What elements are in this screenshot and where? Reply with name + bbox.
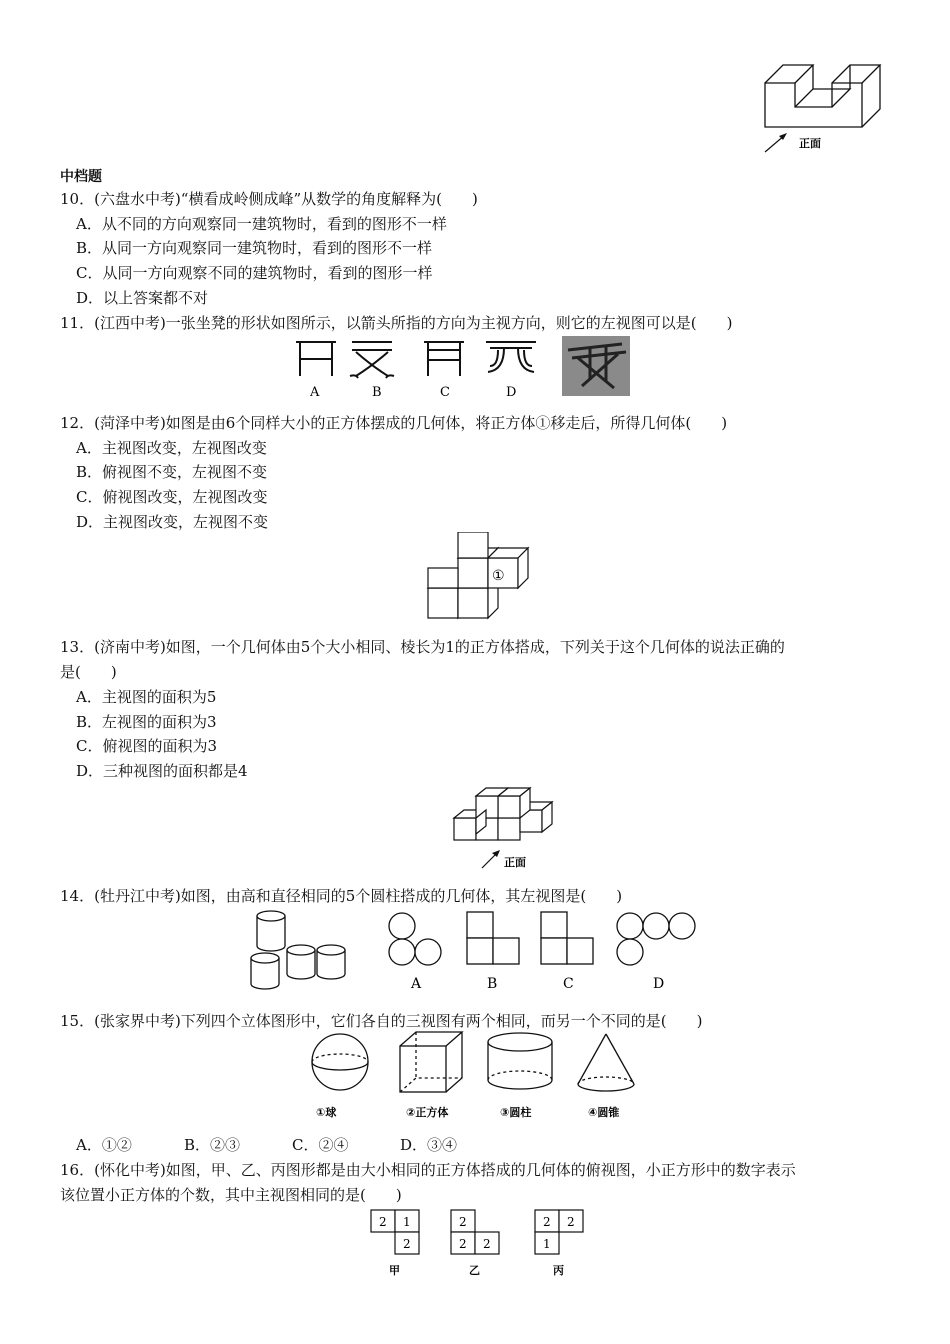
q10-option-d: D．以上答案都不对 xyxy=(76,289,209,307)
q16-yi-cell2: 2 xyxy=(459,1237,467,1251)
section-title: 中档题 xyxy=(60,169,102,185)
q12-stem: 12．(菏泽中考)如图是由6个同样大小的正方体摆成的几何体，将正方体①移走后，所得几何体( ) xyxy=(60,414,728,432)
q12-option-b: B．俯视图不变，左视图不变 xyxy=(76,463,268,481)
q12-option-a: A．主视图改变，左视图改变 xyxy=(76,439,267,457)
q10-option-c: C．从同一方向观察不同的建筑物时，看到的图形一样 xyxy=(76,264,433,282)
q15-label-cube: ②正方体 xyxy=(406,1106,449,1119)
q15-answer-a: A．①② xyxy=(76,1136,132,1154)
q15-answer-d: D．③④ xyxy=(400,1136,458,1154)
q13-option-c: C．俯视图的面积为3 xyxy=(76,737,218,755)
q12-option-c: C．俯视图改变，左视图改变 xyxy=(76,488,268,506)
q14-stem: 14．(牡丹江中考)如图，由高和直径相同的5个圆柱搭成的几何体，其左视图是( ) xyxy=(60,887,623,905)
q11-options-figure xyxy=(292,336,642,400)
q16-label-yi: 乙 xyxy=(469,1264,480,1277)
q16-grids-figure xyxy=(365,1206,585,1278)
q13-stem-line2: 是( ) xyxy=(60,663,117,681)
q13-front-label: 正面 xyxy=(504,856,526,869)
q15-figure xyxy=(300,1028,650,1120)
q10-option-a: A．从不同的方向观察同一建筑物时，看到的图形不一样 xyxy=(76,215,447,233)
q12-cube-label: ① xyxy=(492,568,505,584)
q10-stem: 10．(六盘水中考)“横看成岭侧成峰”从数学的角度解释为( ) xyxy=(60,190,478,208)
q13-option-a: A．主视图的面积为5 xyxy=(76,688,217,706)
front-label: 正面 xyxy=(799,137,821,150)
q15-answer-c: C．②④ xyxy=(292,1136,349,1154)
q14-label-a: A xyxy=(411,976,422,992)
u-solid-figure xyxy=(755,55,900,155)
q16-stem-line2: 该位置小正方体的个数，其中主视图相同的是( ) xyxy=(60,1186,402,1204)
q15-stem: 15．(张家界中考)下列四个立体图形中，它们各自的三视图有两个相同，而另一个不同的是( ) xyxy=(60,1012,703,1030)
q16-bing-cell2: 2 xyxy=(567,1215,575,1229)
q16-jia-cell2: 1 xyxy=(403,1215,411,1229)
q13-stem-line1: 13．(济南中考)如图，一个几何体由5个大小相同、棱长为1的正方体搭成，下列关于这个几何体的说法正确的 xyxy=(60,638,785,656)
q16-yi-cell3: 2 xyxy=(483,1237,491,1251)
q11-label-c: C xyxy=(440,385,450,400)
q15-label-cylinder: ③圆柱 xyxy=(500,1106,532,1119)
q11-label-d: D xyxy=(506,385,517,400)
q16-yi-cell1: 2 xyxy=(459,1215,467,1229)
q16-jia-cell1: 2 xyxy=(379,1215,387,1229)
q14-label-b: B xyxy=(487,976,498,992)
q16-label-jia: 甲 xyxy=(389,1264,400,1277)
q11-label-a: A xyxy=(310,385,320,400)
q16-jia-cell3: 2 xyxy=(403,1237,411,1251)
q16-label-bing: 丙 xyxy=(553,1264,564,1277)
q16-stem-line1: 16．(怀化中考)如图，甲、乙、丙图形都是由大小相同的正方体搭成的几何体的俯视图，小正方形中的数字表示 xyxy=(60,1161,796,1179)
q13-cubes-figure xyxy=(448,782,558,872)
q12-cubes-figure xyxy=(420,532,535,624)
q11-label-b: B xyxy=(372,385,382,400)
q14-label-d: D xyxy=(653,976,665,992)
q15-label-cone: ④圆锥 xyxy=(588,1106,620,1119)
q15-label-sphere: ①球 xyxy=(316,1106,337,1119)
q15-answer-b: B．②③ xyxy=(184,1136,241,1154)
q10-option-b: B．从同一方向观察同一建筑物时，看到的图形不一样 xyxy=(76,239,433,257)
q11-stem: 11．(江西中考)一张坐凳的形状如图所示，以箭头所指的方向为主视方向，则它的左视图可以是( ) xyxy=(60,314,733,332)
q13-option-d: D．三种视图的面积都是4 xyxy=(76,762,248,780)
q14-figure xyxy=(245,906,715,996)
q16-bing-cell1: 2 xyxy=(543,1215,551,1229)
q16-bing-cell3: 1 xyxy=(543,1237,551,1251)
q13-option-b: B．左视图的面积为3 xyxy=(76,713,217,731)
q12-option-d: D．主视图改变，左视图不变 xyxy=(76,513,269,531)
q14-label-c: C xyxy=(563,976,574,992)
